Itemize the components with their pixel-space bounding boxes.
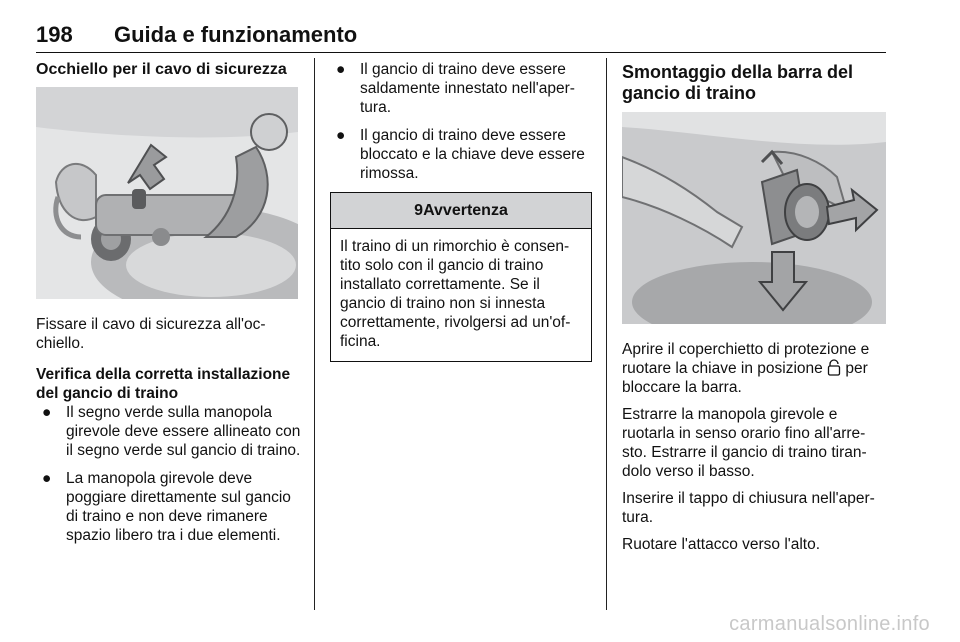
open-cover-text: Aprire il coperchietto di protezione e ruotare la chiave in posizione per bloccare la barra. <box>622 341 870 396</box>
insert-cap-text: Inserire il tappo di chiusura nell'aper-tura. <box>622 490 875 526</box>
rotate-attachment-text: Ruotare l'attacco verso l'alto. <box>622 536 821 553</box>
tow-bar-removal-figure <box>622 112 886 324</box>
warning-title-bar <box>331 193 591 229</box>
warning-body: Il traino di un rimorchio è consen-tito solo con il gancio di traino installato correttamente. Se il gancio di traino non si innesta correttamente, rivolgersi ad un'of-ficina. <box>340 238 571 350</box>
column-middle <box>330 60 592 362</box>
warning-symbol: 9 <box>414 202 424 219</box>
page-number: 198 <box>36 22 73 47</box>
watermark: carmanualsonline.info <box>729 613 930 635</box>
list-item: ● Il gancio di traino deve essere saldamente innestato nell'aper-tura. <box>336 61 575 116</box>
check-list <box>36 403 302 545</box>
chapter-title: Guida e funzionamento <box>114 22 358 47</box>
list-item: ● Il gancio di traino deve essere bloccato e la chiave deve essere rimossa. <box>336 127 585 182</box>
column-divider <box>314 58 315 610</box>
safety-cable-eyelet-figure <box>36 87 298 299</box>
removal-heading: Smontaggio della barra del gancio di traino <box>622 62 854 103</box>
bullet-icon: ● <box>336 127 346 144</box>
warning-title: Avvertenza <box>423 202 508 219</box>
column-divider <box>606 58 607 610</box>
bullet-icon: ● <box>42 404 52 421</box>
bullet-icon: ● <box>42 470 52 487</box>
column-left <box>36 60 302 554</box>
lock-icon <box>827 359 841 376</box>
list-item: ● La manopola girevole deve poggiare direttamente sul gancio di traino e non deve rimanere spazio libero tra i due elementi. <box>42 470 291 544</box>
safety-cable-heading: Occhiello per il cavo di sicurezza <box>36 61 287 78</box>
page-header <box>36 22 886 53</box>
bullet-icon: ● <box>336 61 346 78</box>
column-right <box>622 60 888 562</box>
list-item: ● Il segno verde sulla manopola girevole deve essere allineato con il segno verde sul gancio di traino. <box>42 404 301 459</box>
extract-knob-text: Estrarre la manopola girevole e ruotarla in senso orario fino all'arre-sto. Estrarre il gancio di traino tiran-dolo verso il basso. <box>622 406 867 480</box>
requirement-list <box>330 60 592 183</box>
fix-cable-text: Fissare il cavo di sicurezza all'oc-chiello. <box>36 316 266 352</box>
check-installation-heading: Verifica della corretta installazione del gancio di traino <box>36 366 291 402</box>
warning-box <box>330 192 592 362</box>
